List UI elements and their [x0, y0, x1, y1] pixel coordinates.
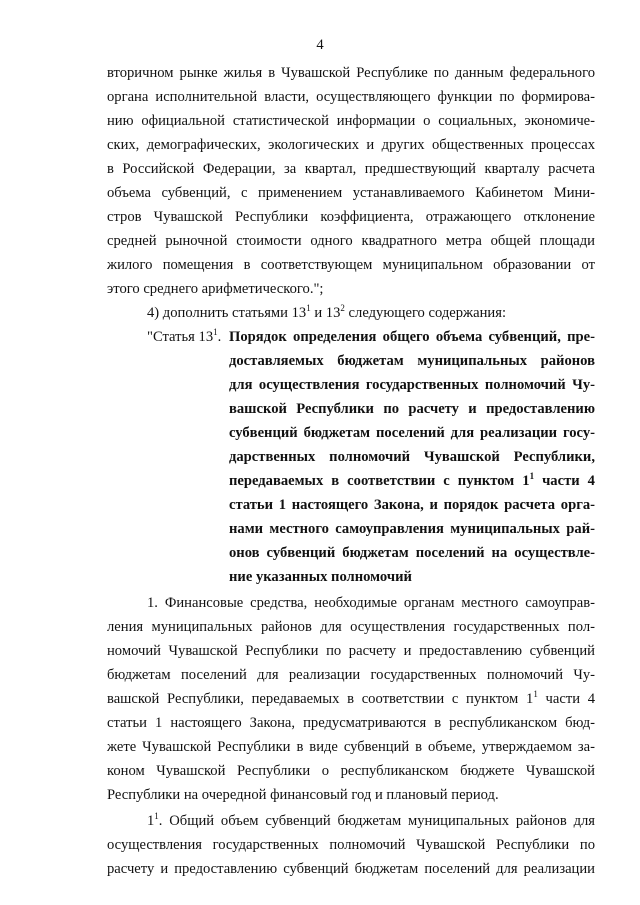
text-line: ских, демографических, экологических и других общественных процессах: [107, 137, 595, 153]
paragraph-line: ления муниципальных районов для осуществления государственных пол-: [107, 619, 595, 635]
paragraph-line: расчету и предоставлению субвенций бюджетам поселений для реализации: [107, 861, 595, 877]
paragraph-line: коном Чувашской Республики о республиканском бюджете Чувашской: [107, 763, 595, 779]
text-line: в Российской Федерации, за квартал, предшествующий кварталу расчета: [107, 161, 595, 177]
article-heading-line: онов субвенций бюджетам поселений на осуществле-: [229, 545, 595, 561]
text-line: органа исполнительной власти, осуществляющего функции по формирова-: [107, 89, 595, 105]
text-line: объема субвенций, с применением устанавливаемого Кабинетом Мини-: [107, 185, 595, 201]
article-heading-line: Порядок определения общего объема субвенций, пре-: [229, 329, 595, 345]
paragraph-line: осуществления государственных полномочий Чувашской Республики по: [107, 837, 595, 853]
article-heading-line: дарственных полномочий Чувашской Республики,: [229, 449, 595, 465]
text-line: жилого помещения в соответствующем муниципальном образовании от: [107, 257, 595, 273]
article-heading-line: передаваемых в соответствии с пунктом $1^1$ части 4: [229, 471, 595, 489]
paragraph-line: бюджетам поселений для реализации государственных полномочий Чу-: [107, 667, 595, 683]
text-line: этого среднего арифметического.";: [107, 281, 324, 297]
text-line: стров Чувашской Республики коэффициента, отражающего отклонение: [107, 209, 595, 225]
article-heading-line: для осуществления государственных полномочий Чу-: [229, 377, 595, 393]
page-number: 4: [316, 37, 324, 53]
paragraph-line: статьи 1 настоящего Закона, предусматриваются в республиканском бюд-: [107, 715, 595, 731]
paragraph-line: $1^1$. Общий объем субвенций бюджетам муниципальных районов для: [147, 811, 595, 829]
article-heading-line: нами местного самоуправления муниципальных рай-: [229, 521, 595, 537]
article-heading-line: субвенций бюджетам поселений для реализации госу-: [229, 425, 595, 441]
article-heading-line: ние указанных полномочий: [229, 569, 412, 585]
paragraph-line: жете Чувашской Республики в виде субвенций в объеме, утверждаемом за-: [107, 739, 595, 755]
article-label: "Статья $13^1$.: [147, 327, 222, 345]
article-heading-line: статьи 1 настоящего Закона, и порядок расчета орга-: [229, 497, 595, 513]
article-heading-line: вашской Республики по расчету и предоставлению: [229, 401, 595, 417]
paragraph-line: номочий Чувашской Республики по расчету и предоставлению субвенций: [107, 643, 595, 659]
paragraph-line: 1. Финансовые средства, необходимые органам местного самоуправ-: [147, 595, 595, 611]
amendment-item: 4) дополнить статьями $13^1$ и $13^2$ следующего содержания:: [147, 303, 507, 321]
text-line: нию официальной статистической информации о социальных, экономиче-: [107, 113, 595, 129]
text-line: средней рыночной стоимости одного квадратного метра общей площади: [107, 233, 595, 249]
paragraph-line: вашской Республики, передаваемых в соответствии с пунктом $1^1$ части 4: [107, 689, 596, 707]
article-heading-line: доставляемых бюджетам муниципальных районов: [229, 353, 595, 369]
paragraph-line: Республики на очередной финансовый год и плановый период.: [107, 787, 499, 803]
text-line: вторичном рынке жилья в Чувашской Республике по данным федерального: [107, 65, 595, 81]
